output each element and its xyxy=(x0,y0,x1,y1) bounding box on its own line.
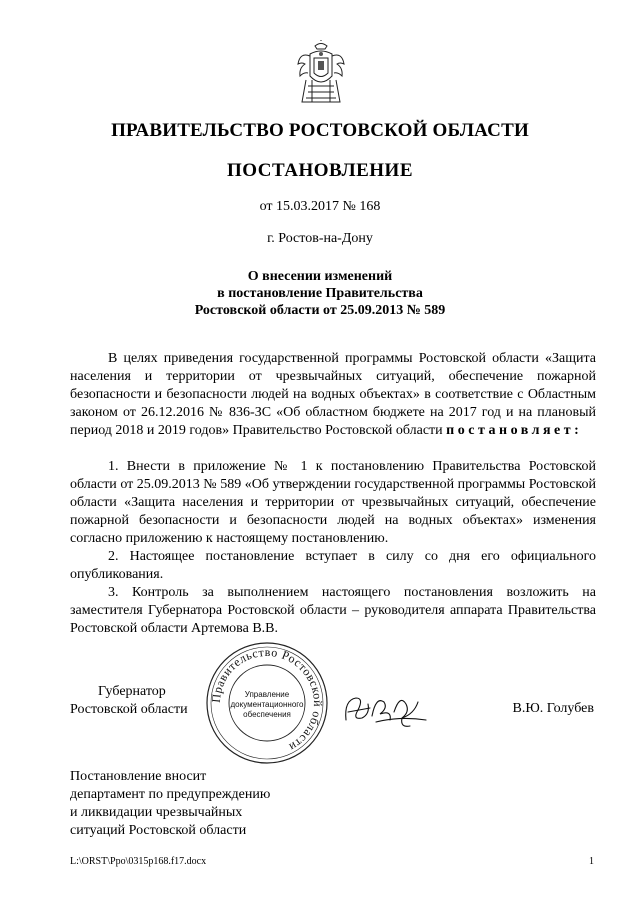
seal-ring-text: Правительство Ростовской области xyxy=(208,644,326,755)
subject-line: Ростовской области от 25.09.2013 № 589 xyxy=(194,303,446,318)
document-subject xyxy=(0,268,640,319)
seal-inner-line: обеспечения xyxy=(243,710,291,719)
page-number: 1 xyxy=(589,856,594,867)
subject-line: в постановление Правительства xyxy=(217,286,423,301)
official-seal-icon xyxy=(204,640,330,766)
seal-inner-line: документационного xyxy=(230,700,304,709)
preamble-text: В целях приведения государственной программы Ростовской области «Защита населения и территории от чрезвычайных ситуаций, обеспечение пожарной безопасности и безопасности людей на водных объектах» в соответствие с Областным законом от 26.12.2016 № 836-ЗС «Об областном бюджете на 2017 год и на плановый период 2018 и 2019 годов» Правительство Ростовской области xyxy=(70,351,596,438)
coat-of-arms-icon xyxy=(296,40,346,106)
document-type: ПОСТАНОВЛЕНИЕ xyxy=(226,160,414,181)
submitted-by-line: департамент по предупреждению xyxy=(70,787,271,802)
handwritten-signature-icon xyxy=(340,690,432,730)
signatory-title-line: Ростовской области xyxy=(70,702,188,717)
list-item: 3. Контроль за выполнением настоящего постановления возложить на заместителя Губернатора Ростовской области – руководителя аппарата Правительства Ростовской области Артемова В.В. xyxy=(70,585,596,636)
submitted-by-line: ситуаций Ростовской области xyxy=(70,823,247,838)
list-item: 2. Настоящее постановление вступает в силу со дня его официального опубликования. xyxy=(70,549,596,582)
signatory-title xyxy=(70,683,188,719)
preamble-paragraph xyxy=(70,350,596,440)
list-item: 1. Внести в приложение № 1 к постановлению Правительства Ростовской области от 25.09.2013 № 589 «Об утверждении государственной программы Ростовской области «Защита населения и территории от чрезвычайных ситуаций, обеспечение пожарной безопасности и безопасности людей на водных объектах» изменения согласно приложению к настоящему постановлению. xyxy=(70,459,596,546)
decree-word: постановляет: xyxy=(446,423,583,438)
signatory-title-line: Губернатор xyxy=(98,684,166,699)
government-title: ПРАВИТЕЛЬСТВО РОСТОВСКОЙ ОБЛАСТИ xyxy=(111,120,529,141)
submitted-by xyxy=(70,768,270,840)
city: г. Ростов-на-Дону xyxy=(267,231,373,246)
submitted-by-line: Постановление вносит xyxy=(70,769,207,784)
seal-inner-line: Управление xyxy=(244,690,290,699)
date-number: от 15.03.2017 № 168 xyxy=(259,199,381,214)
submitted-by-line: и ликвидации чрезвычайных xyxy=(70,805,243,820)
subject-line: О внесении изменений xyxy=(247,269,393,284)
signatory-name: В.Ю. Голубев xyxy=(512,701,594,716)
footer-file-path: L:\ORST\Ppo\0315p168.f17.docx xyxy=(70,856,207,867)
